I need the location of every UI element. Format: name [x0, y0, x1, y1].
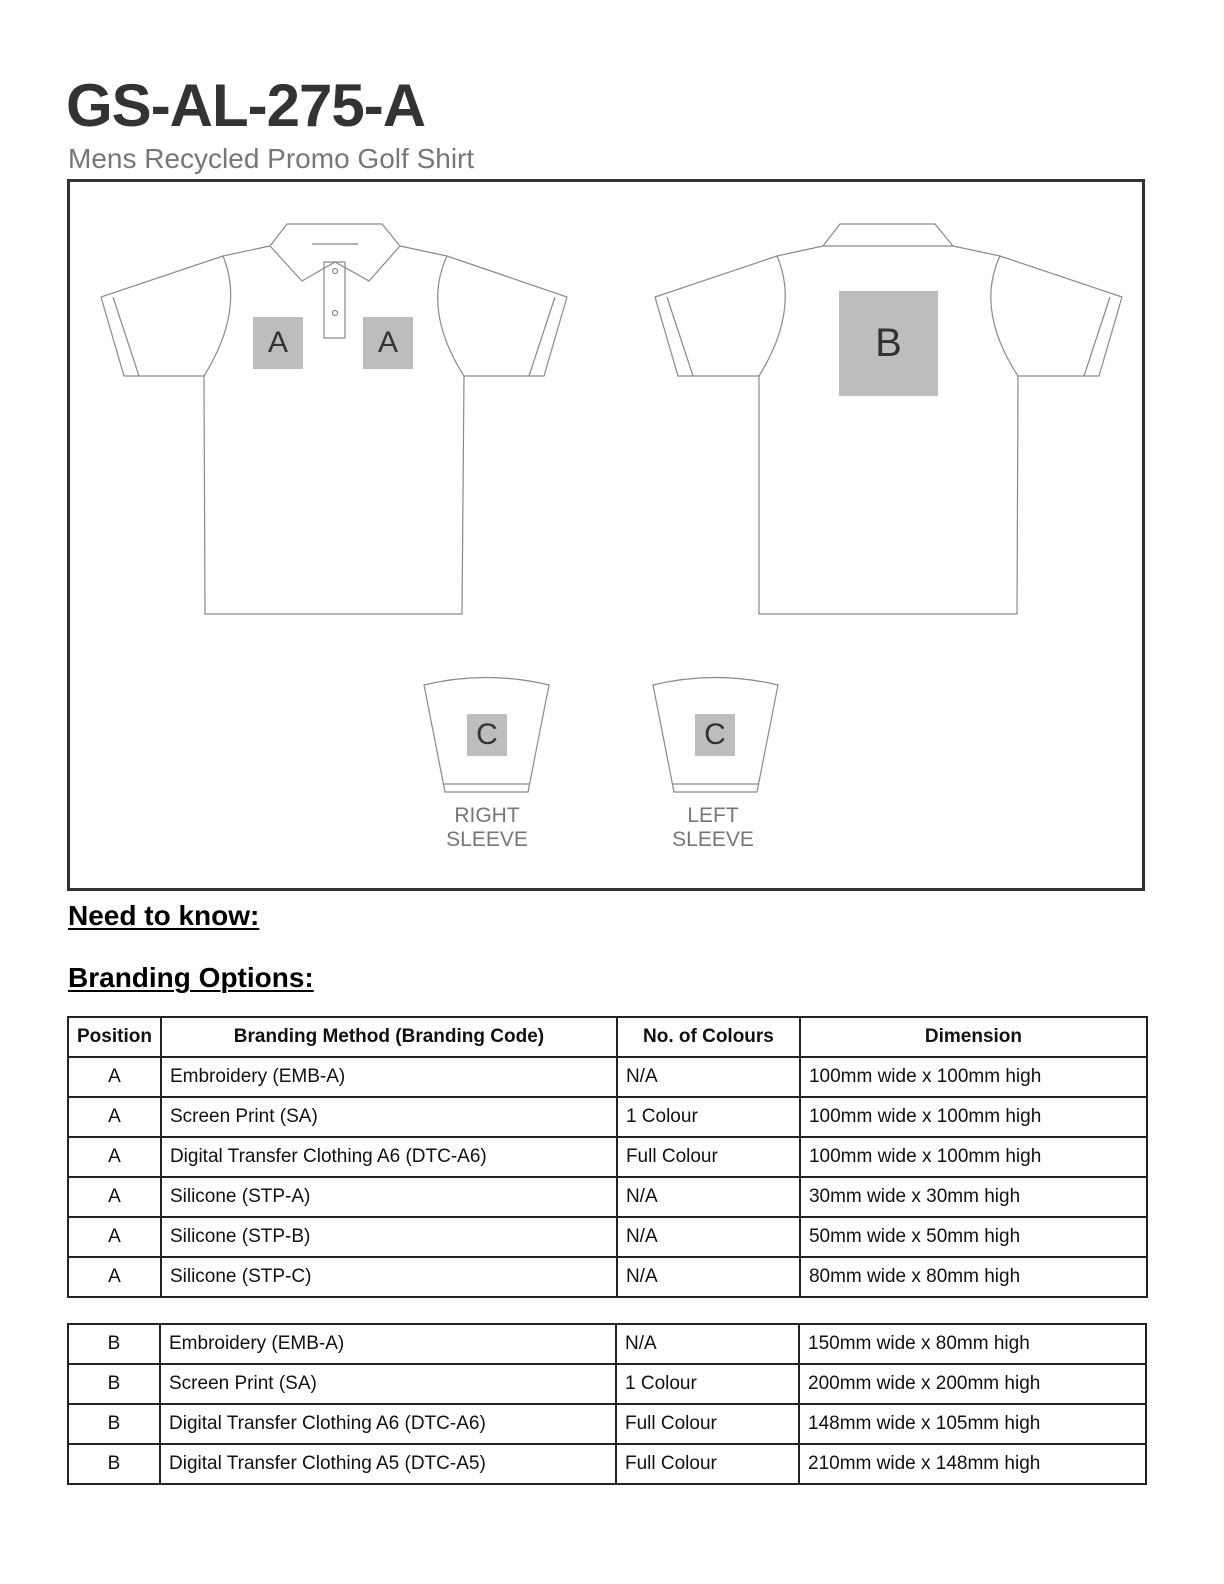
- cell-branding-method: Embroidery (EMB-A): [160, 1324, 616, 1364]
- cell-dimension: 200mm wide x 200mm high: [799, 1364, 1146, 1404]
- cell-dimension: 150mm wide x 80mm high: [799, 1324, 1146, 1364]
- cell-dimension: 210mm wide x 148mm high: [799, 1444, 1146, 1484]
- front-shirt-outline: [101, 224, 567, 614]
- table-row: [68, 1097, 1147, 1137]
- product-code: GS-AL-275-A: [66, 72, 426, 139]
- branding-table-position-a: [67, 1016, 1148, 1298]
- table-row: [68, 1217, 1147, 1257]
- cell-position: B: [68, 1444, 160, 1484]
- cell-branding-method: Embroidery (EMB-A): [161, 1057, 617, 1097]
- cell-branding-method: Silicone (STP-B): [161, 1217, 617, 1257]
- table-row: [68, 1177, 1147, 1217]
- table-row: [68, 1404, 1146, 1444]
- header-colours: No. of Colours: [617, 1017, 800, 1057]
- cell-dimension: 148mm wide x 105mm high: [799, 1404, 1146, 1444]
- cell-branding-method: Digital Transfer Clothing A6 (DTC-A6): [161, 1137, 617, 1177]
- header-branding-method: Branding Method (Branding Code): [161, 1017, 617, 1057]
- cell-branding-method: Screen Print (SA): [160, 1364, 616, 1404]
- front-mark-a-right: A: [363, 317, 413, 369]
- cell-colours: N/A: [617, 1177, 800, 1217]
- cell-colours: 1 Colour: [616, 1364, 799, 1404]
- cell-colours: N/A: [617, 1217, 800, 1257]
- front-mark-a-left: A: [253, 317, 303, 369]
- right-sleeve-label-line2: SLEEVE: [446, 828, 528, 851]
- cell-position: A: [68, 1257, 161, 1297]
- cell-colours: Full Colour: [616, 1444, 799, 1484]
- cell-branding-method: Digital Transfer Clothing A6 (DTC-A6): [160, 1404, 616, 1444]
- back-mark-b: B: [839, 291, 938, 396]
- table-row: [68, 1137, 1147, 1177]
- cell-colours: 1 Colour: [617, 1097, 800, 1137]
- left-sleeve-mark-c: C: [695, 714, 735, 756]
- cell-dimension: 100mm wide x 100mm high: [800, 1057, 1147, 1097]
- back-shirt-outline: [655, 224, 1122, 614]
- cell-colours: Full Colour: [617, 1137, 800, 1177]
- table-row: [68, 1444, 1146, 1484]
- cell-position: A: [68, 1217, 161, 1257]
- header-position: Position: [68, 1017, 161, 1057]
- cell-colours: N/A: [616, 1324, 799, 1364]
- cell-colours: N/A: [617, 1057, 800, 1097]
- cell-colours: N/A: [617, 1257, 800, 1297]
- table-row: [68, 1364, 1146, 1404]
- cell-position: B: [68, 1364, 160, 1404]
- left-sleeve-label-line1: LEFT: [687, 804, 739, 827]
- cell-position: A: [68, 1177, 161, 1217]
- cell-position: B: [68, 1404, 160, 1444]
- right-sleeve-mark-c: C: [467, 714, 507, 756]
- cell-branding-method: Digital Transfer Clothing A5 (DTC-A5): [160, 1444, 616, 1484]
- branding-table-position-b: [67, 1323, 1147, 1485]
- header-dimension: Dimension: [800, 1017, 1147, 1057]
- table-header-row: [68, 1017, 1147, 1057]
- cell-position: A: [68, 1097, 161, 1137]
- need-to-know-heading: Need to know:: [68, 900, 260, 931]
- right-sleeve-label-line1: RIGHT: [454, 804, 520, 827]
- cell-dimension: 80mm wide x 80mm high: [800, 1257, 1147, 1297]
- cell-branding-method: Silicone (STP-C): [161, 1257, 617, 1297]
- cell-branding-method: Silicone (STP-A): [161, 1177, 617, 1217]
- cell-position: B: [68, 1324, 160, 1364]
- cell-branding-method: Screen Print (SA): [161, 1097, 617, 1137]
- product-name: Mens Recycled Promo Golf Shirt: [68, 143, 475, 174]
- cell-dimension: 50mm wide x 50mm high: [800, 1217, 1147, 1257]
- cell-colours: Full Colour: [616, 1404, 799, 1444]
- cell-dimension: 30mm wide x 30mm high: [800, 1177, 1147, 1217]
- table-row: [68, 1257, 1147, 1297]
- cell-position: A: [68, 1057, 161, 1097]
- cell-position: A: [68, 1137, 161, 1177]
- branding-options-heading: Branding Options:: [68, 962, 314, 993]
- right-sleeve-label: [432, 804, 542, 852]
- left-sleeve-label-line2: SLEEVE: [672, 828, 754, 851]
- cell-dimension: 100mm wide x 100mm high: [800, 1137, 1147, 1177]
- table-row: [68, 1324, 1146, 1364]
- cell-dimension: 100mm wide x 100mm high: [800, 1097, 1147, 1137]
- left-sleeve-label: [658, 804, 768, 852]
- table-row: [68, 1057, 1147, 1097]
